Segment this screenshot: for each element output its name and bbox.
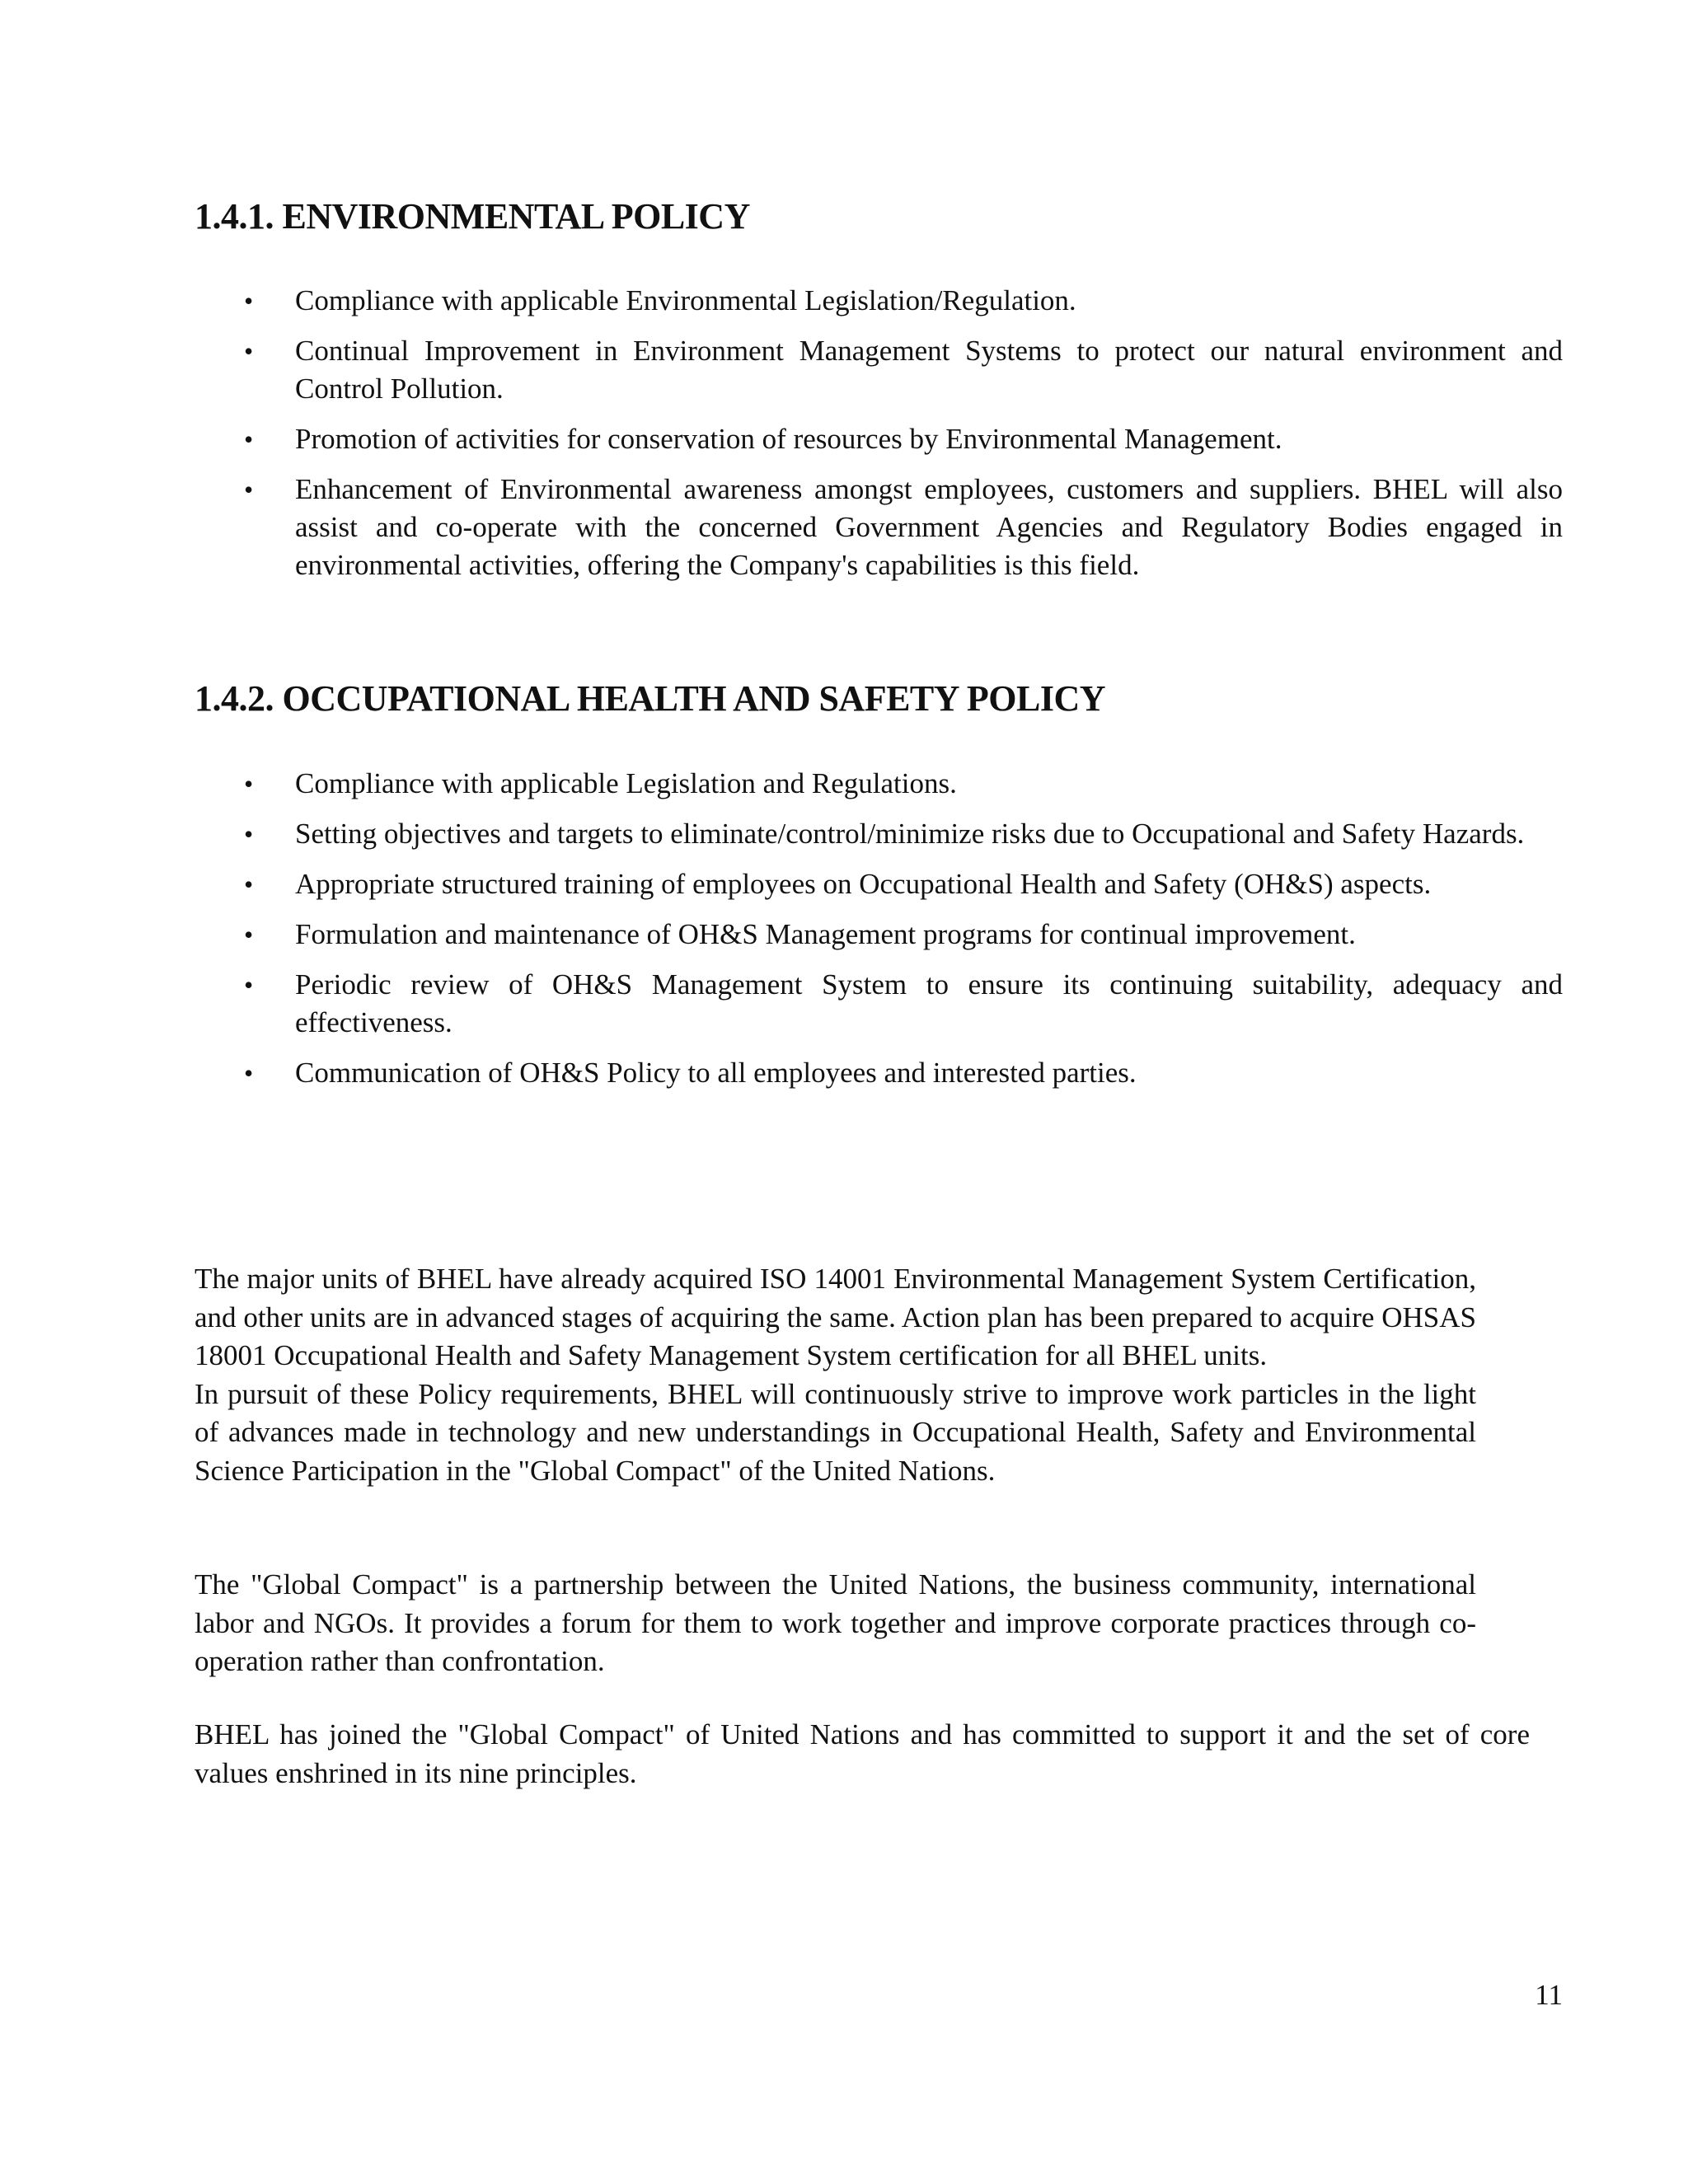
list-item-text: Compliance with applicable Environmental Legislation/Regulation. <box>295 284 1076 316</box>
bullet-icon: • <box>244 424 254 454</box>
list-item-text: Formulation and maintenance of OH&S Management programs for continual improvement. <box>295 918 1356 950</box>
list-item <box>195 282 1563 320</box>
bullet-icon: • <box>244 769 254 799</box>
bullet-icon: • <box>244 819 254 849</box>
list-item-text: Continual Improvement in Environment Management Systems to protect our natural environment and Control Pollution. <box>295 335 1563 405</box>
bullet-icon: • <box>244 475 254 504</box>
paragraph-text: In pursuit of these Policy requirements, BHEL will continuously strive to improve work particles in the light of advances made in technology and new understandings in Occupational Health, Safety and Environmental Science Participation in the "Global Compact" of the United Nations. <box>195 1377 1476 1487</box>
paragraph-iso-certification <box>195 1260 1476 1490</box>
list-item-text: Appropriate structured training of employees on Occupational Health and Safety (OH&S) aspects. <box>295 868 1432 900</box>
list-item-text: Setting objectives and targets to eliminate/control/minimize risks due to Occupational and Safety Hazards. <box>295 818 1525 850</box>
list-item-text: Promotion of activities for conservation of resources by Environmental Management. <box>295 423 1282 455</box>
ohs-policy-list <box>195 765 1563 1092</box>
paragraph-global-compact: The "Global Compact" is a partnership between the United Nations, the business community, international labor and NGOs. It provides a forum for them to work together and improve corporate practices through co-operation rather than confrontation. <box>195 1568 1476 1677</box>
bullet-icon: • <box>244 869 254 899</box>
bullet-icon: • <box>244 286 254 316</box>
paragraph-bhel-joined: BHEL has joined the "Global Compact" of United Nations and has committed to support it and the set of core values enshrined in its nine principles. <box>195 1718 1530 1789</box>
list-item <box>195 332 1563 408</box>
list-item <box>195 916 1563 954</box>
list-item <box>195 765 1563 803</box>
list-item-text: Compliance with applicable Legislation and Regulations. <box>295 767 957 799</box>
environmental-policy-list <box>195 282 1563 584</box>
section-heading-ohs-policy: 1.4.2. OCCUPATIONAL HEALTH AND SAFETY POLICY <box>195 678 1106 719</box>
bullet-icon: • <box>244 1058 254 1088</box>
list-item <box>195 865 1563 903</box>
bullet-icon: • <box>244 336 254 366</box>
list-item <box>195 966 1563 1042</box>
list-item <box>195 1054 1563 1092</box>
list-item <box>195 815 1563 853</box>
list-item-text: Enhancement of Environmental awareness amongst employees, customers and suppliers. BHEL will also assist and co-operate with the concerned Government Agencies and Regulatory Bodies engaged in environmental activities, offering the Company's capabilities is this field. <box>295 473 1563 581</box>
paragraph-text: The major units of BHEL have already acquired ISO 14001 Environmental Management System Certification, and other units are in advanced stages of acquiring the same. Action plan has been prepared to acquire OHSAS 18001 Occupational Health and Safety Management System certification for all BHEL units. <box>195 1263 1476 1371</box>
list-item-text: Communication of OH&S Policy to all employees and interested parties. <box>295 1057 1137 1089</box>
list-item <box>195 471 1563 584</box>
list-item-text: Periodic review of OH&S Management System to ensure its continuing suitability, adequacy and effectiveness. <box>295 968 1563 1038</box>
list-item <box>195 420 1563 458</box>
page-number: 11 <box>1535 1979 1563 2011</box>
bullet-icon: • <box>244 920 254 949</box>
section-heading-environmental-policy: 1.4.1. ENVIRONMENTAL POLICY <box>195 196 750 237</box>
bullet-icon: • <box>244 970 254 1000</box>
